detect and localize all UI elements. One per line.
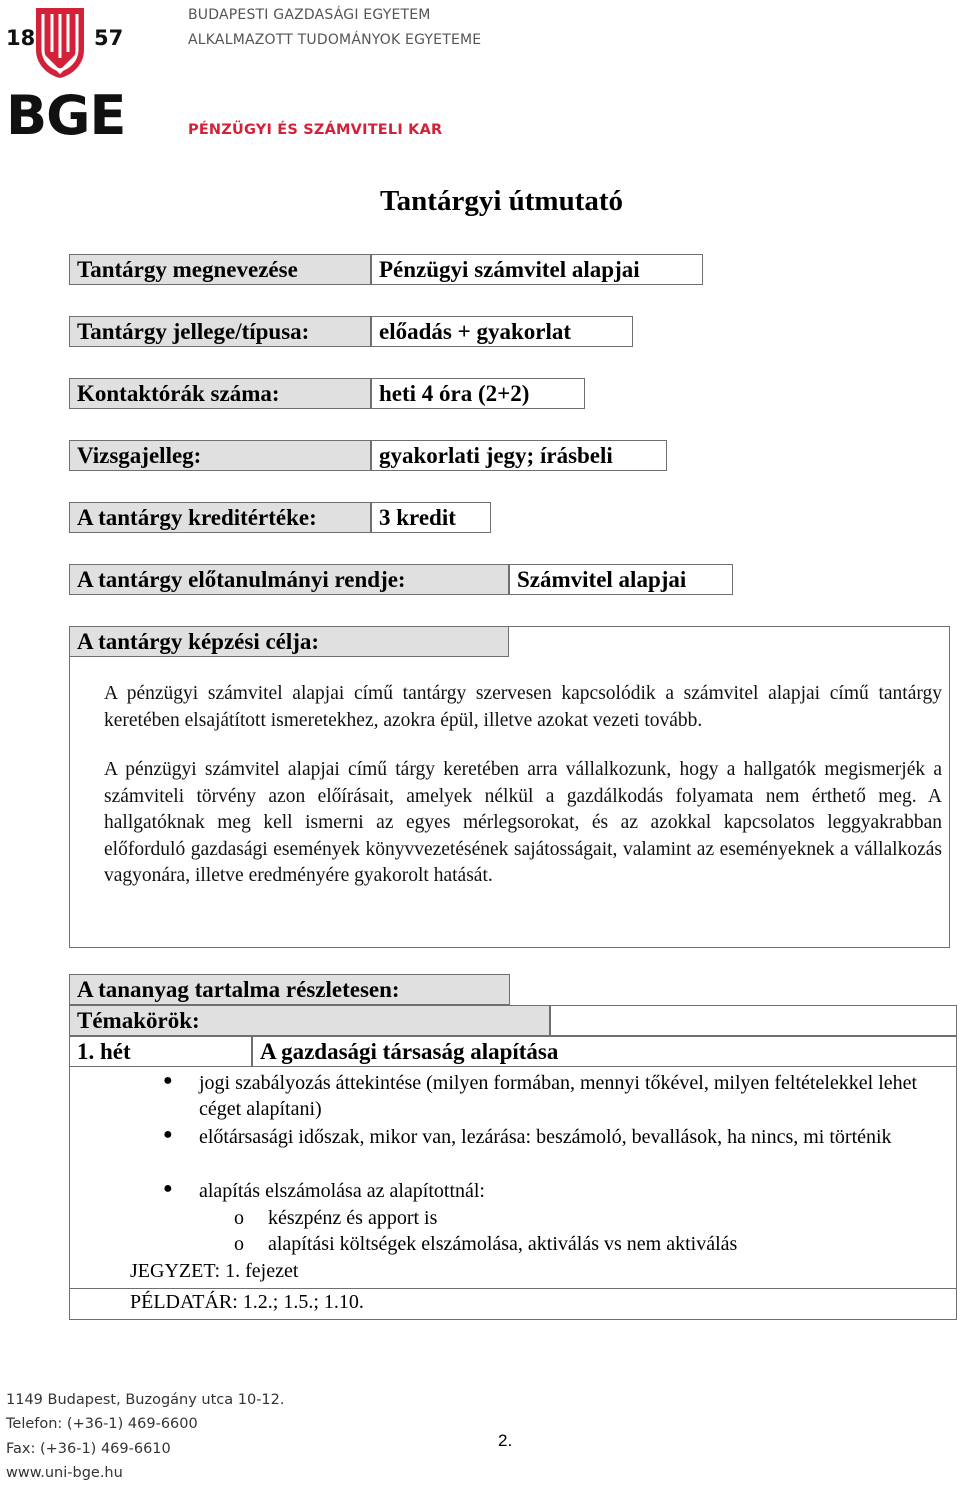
info-label-exam-type: Vizsgajelleg: [69, 440, 371, 471]
footer-fax: Fax: (+36-1) 469-6610 [6, 1441, 171, 1457]
goal-paragraph-2: A pénzügyi számvitel alapjai című tárgy keretében arra vállalkozunk, hogy a hallgatók megismerjék a számviteli törvény azon előírásait, amelyek nélkül a gazdálkodás folyamata nem érthető meg. A hallgatóknak meg kell ismerni az egyes mérlegsorokat, és az azokkal kapcsolatos leggyakrabban előforduló gazdasági események könyvvezetésének sajátosságait, valamint az eseményeknek a vállalkozás vagyonára, illetve eredményére gyakorolt hatását. [104, 759, 942, 886]
footer-website-link[interactable]: www.uni-bge.hu [6, 1465, 123, 1481]
bullet-item: jogi szabályozás áttekintése (milyen formában, mennyi tőkével, milyen feltételekkel lehet céget alapítani) [199, 1072, 918, 1120]
page-number: 2. [498, 1431, 513, 1450]
examples-reference: PÉLDATÁR: 1.2.; 1.5.; 1.10. [130, 1291, 364, 1313]
goal-paragraph-1: A pénzügyi számvitel alapjai című tantárgy szervesen kapcsolódik a számvitel alapjai című tantárgy keretében elsajátított ismeretekhez, azokra épül, illetve azokat vezeti tovább. [104, 683, 942, 731]
university-name-line2: ALKALMAZOTT TUDOMÁNYOK EGYETEME [188, 32, 482, 48]
week-title: A gazdasági társaság alapítása [252, 1036, 957, 1067]
bullet-item: előtársasági időszak, mikor van, lezárása: beszámoló, bevallások, ha nincs, mi történik [199, 1126, 892, 1148]
sub-bullet-marker: o [234, 1207, 244, 1229]
info-label-prerequisites: A tantárgy előtanulmányi rendje: [69, 564, 509, 595]
shield-logo-icon [34, 6, 86, 80]
bullet-marker: ● [163, 1072, 173, 1089]
sub-bullet-marker: o [234, 1233, 244, 1255]
logo-year-left: 18 [6, 26, 36, 50]
info-label-contact-hours: Kontaktórák száma: [69, 378, 371, 409]
bullet-marker: ● [163, 1180, 173, 1197]
university-name-line1: BUDAPESTI GAZDASÁGI EGYETEM [188, 7, 431, 23]
week-label: 1. hét [69, 1036, 252, 1067]
info-value-subject-type: előadás + gyakorlat [371, 316, 633, 347]
info-value-exam-type: gyakorlati jegy; írásbeli [371, 440, 667, 471]
info-value-subject-name: Pénzügyi számvitel alapjai [371, 254, 703, 285]
footer-address: 1149 Budapest, Buzogány utca 10-12. [6, 1392, 285, 1408]
sub-bullet-item: készpénz és apport is [268, 1207, 438, 1229]
info-label-credits: A tantárgy kreditértéke: [69, 502, 371, 533]
bullet-marker: ● [163, 1126, 173, 1143]
logo-bge: BGE [6, 84, 126, 147]
info-label-subject-name: Tantárgy megnevezése [69, 254, 371, 285]
info-value-contact-hours: heti 4 óra (2+2) [371, 378, 585, 409]
faculty-name: PÉNZÜGYI ÉS SZÁMVITELI KAR [188, 122, 443, 138]
sub-bullet-item: alapítási költségek elszámolása, aktiválás vs nem aktiválás [268, 1233, 738, 1255]
topics-label: Témakörök: [69, 1005, 550, 1036]
notes-reference: JEGYZET: 1. fejezet [130, 1260, 299, 1282]
info-value-credits: 3 kredit [371, 502, 491, 533]
goal-label: A tantárgy képzési célja: [69, 626, 509, 657]
bullet-item: alapítás elszámolása az alapítottnál: [199, 1180, 485, 1202]
footer-phone: Telefon: (+36-1) 469-6600 [6, 1416, 198, 1432]
content-label: A tananyag tartalma részletesen: [69, 974, 510, 1005]
info-value-prerequisites: Számvitel alapjai [509, 564, 733, 595]
logo-year-right: 57 [94, 26, 124, 50]
info-label-subject-type: Tantárgy jellege/típusa: [69, 316, 371, 347]
topics-value-cell [550, 1005, 957, 1036]
document-title: Tantárgyi útmutató [380, 185, 624, 217]
